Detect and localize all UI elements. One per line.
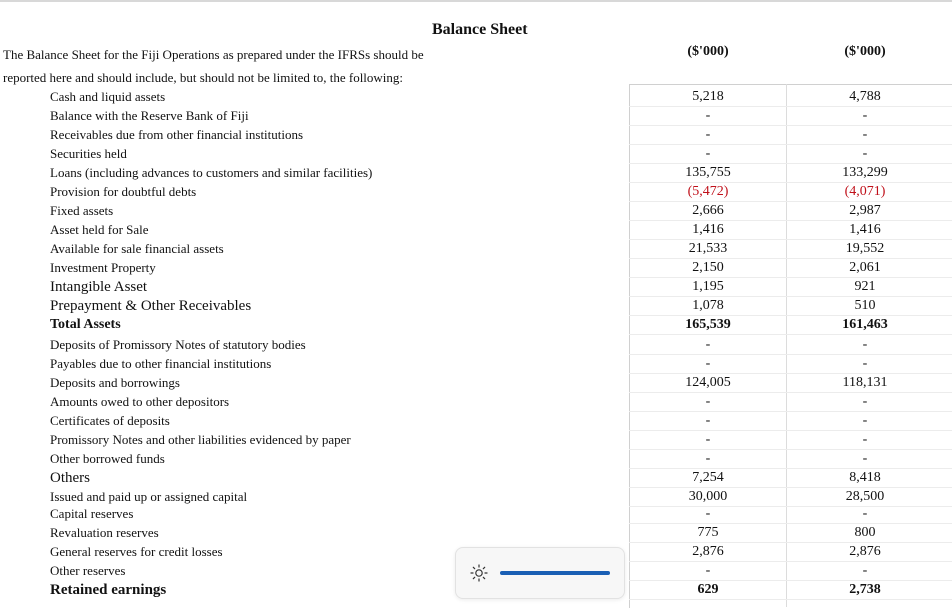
value-col1: -: [705, 146, 711, 161]
value-col1: 7,254: [692, 470, 724, 485]
row-label: Capital reserves: [50, 506, 134, 521]
row-separator: [629, 296, 952, 297]
value-col1: 21,533: [688, 241, 728, 256]
row-label: Securities held: [50, 146, 127, 161]
value-col2: -: [862, 146, 868, 161]
row-label: Other borrowed funds: [50, 451, 165, 466]
value-col2: -: [862, 356, 868, 371]
value-col1: -: [705, 394, 711, 409]
value-col1: 629: [697, 582, 719, 597]
row-label: Payables due to other financial institutions: [50, 356, 272, 371]
row-separator: [629, 163, 952, 164]
row-label: Certificates of deposits: [50, 413, 170, 428]
value-col1: 5,218: [692, 89, 724, 104]
value-col1: -: [705, 563, 711, 578]
value-col1: -: [705, 108, 711, 123]
row-separator: [629, 144, 952, 145]
row-separator: [629, 182, 952, 183]
row-label: Asset held for Sale: [50, 222, 149, 237]
value-col1: 775: [697, 525, 719, 540]
row-label: Promissory Notes and other liabilities evidenced by paper: [50, 432, 351, 447]
row-label: Deposits and borrowings: [50, 375, 180, 390]
row-separator: [629, 106, 952, 107]
value-col1: (5,472): [687, 184, 729, 199]
value-col2: 1,416: [849, 222, 881, 237]
row-label: Prepayment & Other Receivables: [50, 298, 252, 314]
brightness-flyout[interactable]: [455, 547, 625, 599]
row-separator: [629, 220, 952, 221]
value-col2: -: [862, 337, 868, 352]
row-separator: [629, 201, 952, 202]
brightness-slider[interactable]: [500, 571, 610, 575]
value-col2: 161,463: [842, 317, 888, 332]
value-col1: 2,876: [692, 544, 724, 559]
row-label: Total Assets: [50, 317, 121, 332]
row-label: Amounts owed to other depositors: [50, 394, 230, 409]
row-separator: [629, 125, 952, 126]
row-separator: [629, 468, 952, 469]
value-col1: 30,000: [688, 489, 728, 504]
value-col1: 1,195: [692, 279, 724, 294]
row-separator: [629, 449, 952, 450]
row-label: Issued and paid up or assigned capital: [50, 489, 248, 504]
row-separator: [629, 487, 952, 488]
row-label: Others: [50, 470, 90, 486]
value-col2: 921: [854, 279, 876, 294]
row-separator: [629, 239, 952, 240]
value-col1: 1,416: [692, 222, 724, 237]
value-col2: 2,061: [849, 260, 881, 275]
value-col2: 2,876: [849, 544, 881, 559]
row-label: Fixed assets: [50, 203, 114, 218]
value-col1: -: [705, 432, 711, 447]
value-col1: -: [705, 413, 711, 428]
value-col2: 8,418: [849, 470, 881, 485]
value-col1: 135,755: [685, 165, 731, 180]
row-label: Intangible Asset: [50, 279, 148, 295]
value-col2: -: [862, 432, 868, 447]
row-separator: [629, 334, 952, 335]
row-label: Investment Property: [50, 260, 156, 275]
row-separator: [629, 411, 952, 412]
value-col2: -: [862, 413, 868, 428]
row-label: General reserves for credit losses: [50, 544, 223, 559]
value-col2: -: [862, 563, 868, 578]
row-label: Loans (including advances to customers and similar facilities): [50, 165, 373, 180]
row-label: Receivables due from other financial institutions: [50, 127, 304, 142]
column-header-1: ($'000): [687, 44, 729, 59]
row-label: Balance with the Reserve Bank of Fiji: [50, 108, 249, 123]
value-col2: -: [862, 451, 868, 466]
row-label: Available for sale financial assets: [50, 241, 224, 256]
value-col2: 118,131: [842, 375, 888, 390]
value-col1: -: [705, 337, 711, 352]
value-col1: 124,005: [685, 375, 731, 390]
column-header-2: ($'000): [844, 44, 886, 59]
value-col2: (4,071): [844, 184, 886, 199]
sun-icon: [470, 564, 488, 582]
value-col1: 2,150: [692, 260, 724, 275]
value-col2: 800: [854, 525, 876, 540]
intro-line-1: The Balance Sheet for the Fiji Operations as prepared under the IFRSs should be: [3, 47, 424, 62]
value-col2: -: [862, 108, 868, 123]
value-col2: 4,788: [849, 89, 881, 104]
value-col2: 28,500: [845, 489, 885, 504]
value-col1: 1,078: [692, 298, 724, 313]
row-separator: [629, 392, 952, 393]
value-col1: 2,666: [692, 203, 724, 218]
row-label: Other reserves: [50, 563, 126, 578]
value-col1: -: [705, 506, 711, 521]
row-separator: [629, 373, 952, 374]
value-col2: -: [862, 127, 868, 142]
row-separator: [629, 542, 952, 543]
row-separator: [629, 354, 952, 355]
row-label: Cash and liquid assets: [50, 89, 166, 104]
value-col2: -: [862, 394, 868, 409]
top-border: [0, 0, 952, 2]
value-col2: 510: [854, 298, 876, 313]
row-separator: [629, 561, 952, 562]
value-col2: -: [862, 506, 868, 521]
value-col2: 19,552: [845, 241, 885, 256]
intro-line-2: reported here and should include, but should not be limited to, the following:: [3, 70, 404, 85]
row-separator: [629, 430, 952, 431]
row-separator: [629, 523, 952, 524]
row-separator: [629, 599, 952, 600]
value-col2: 2,987: [849, 203, 881, 218]
value-col1: -: [705, 451, 711, 466]
value-col1: -: [705, 127, 711, 142]
page-title: Balance Sheet: [432, 21, 528, 38]
value-col2: 2,738: [849, 582, 881, 597]
row-label: Provision for doubtful debts: [50, 184, 197, 199]
row-separator: [629, 580, 952, 581]
row-separator: [629, 277, 952, 278]
row-label: Deposits of Promissory Notes of statutory bodies: [50, 337, 306, 352]
value-col1: 165,539: [685, 317, 731, 332]
row-label: Retained earnings: [50, 582, 167, 598]
value-col1: -: [705, 356, 711, 371]
row-separator: [629, 315, 952, 316]
row-separator: [629, 258, 952, 259]
value-col2: 133,299: [842, 165, 888, 180]
row-label: Revaluation reserves: [50, 525, 159, 540]
